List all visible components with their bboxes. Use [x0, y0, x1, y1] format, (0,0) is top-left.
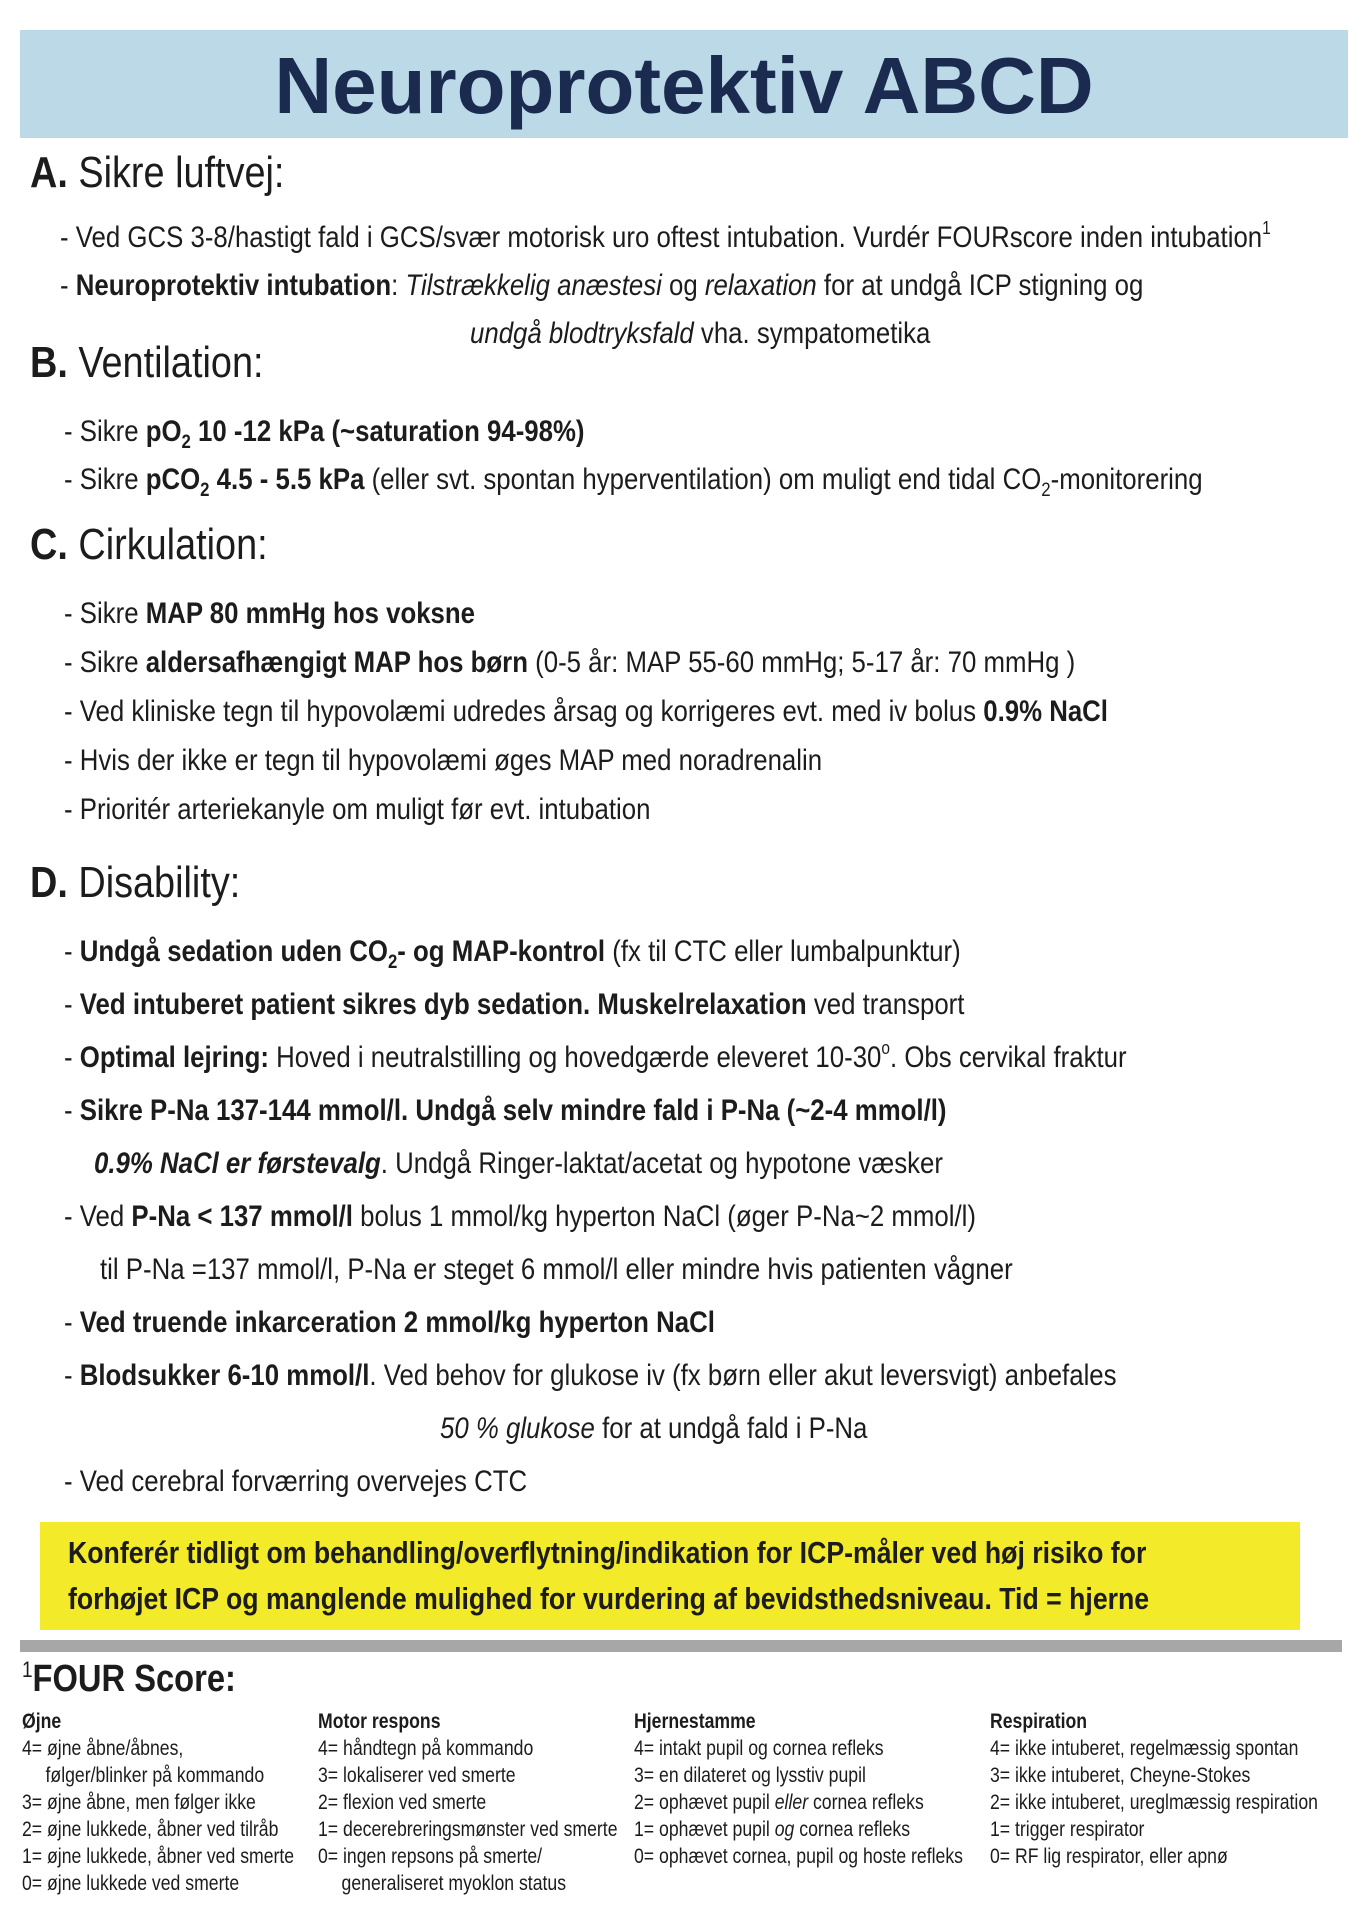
section-d-letter: D.: [30, 858, 68, 907]
title-banner: [20, 30, 1348, 138]
section-d-line-3: - Optimal lejring: Hoved i neutralstilling og hovedgærde eleveret 10-30$^o$. Obs cervikal fraktur: [64, 1038, 1127, 1074]
section-d-line-11: - Ved cerebral forværring overvejes CTC: [64, 1465, 528, 1498]
page-title: Neuroprotektiv ABCD: [274, 41, 1094, 130]
section-c-line-1: - Sikre MAP 80 mmHg hos voksne: [64, 597, 476, 630]
section-d-line-2: - Ved intuberet patient sikres dyb sedation. Muskelrelaxation ved transport: [64, 988, 965, 1021]
section-a-line-2: - Neuroprotektiv intubation: Tilstrækkelig anæstesi og relaxation for at undgå ICP stigning og: [60, 269, 1144, 302]
section-d-line-1: - Undgå sedation uden $CO_2-$ og MAP-kontrol (fx til CTC eller lumbalpunktur): [64, 935, 961, 973]
section-d-title: Disability:: [78, 858, 241, 907]
section-b-title: Ventilation:: [78, 338, 264, 387]
section-d-heading: [30, 858, 275, 908]
section-c-line-4: - Hvis der ikke er tegn til hypovolæmi øges MAP med noradrenalin: [64, 744, 823, 777]
four-col-motor: Motor respons 4= håndtegn på kommando 3= lokaliserer ved smerte 2= flexion ved smerte 1= decerebreringsmønster ved smerte 0= ingen repsons på smerte/ generaliseret myoklon status: [318, 1710, 618, 1895]
callout-line-2: forhøjet ICP og manglende mulighed for vurdering af bevidsthedsniveau. Tid = hjerne: [68, 1581, 1150, 1616]
four-col-brainstem: Hjernestamme 4= intakt pupil og cornea refleks 3= en dilateret og lysstiv pupil 2= ophævet pupil eller cornea refleks 1= ophævet pupil og cornea refleks 0= ophævet cornea, pupil og hoste refleks: [634, 1710, 964, 1868]
section-a-line-1: - Ved GCS 3-8/hastigt fald i GCS/svær motorisk uro oftest intubation. Vurdér FOURscore inden intubation$^1$: [60, 218, 1271, 254]
four-score-heading: 1FOUR Score:: [22, 1657, 236, 1700]
four-col-respiration: Respiration 4= ikke intuberet, regelmæssig spontan 3= ikke intuberet, Cheyne-Stokes 2= ikke intuberet, ureglmæssig respiration 1= trigger respirator 0= RF lig respirator, eller apnø: [990, 1710, 1318, 1868]
footnote-ref: 1: [1262, 218, 1271, 239]
section-d-line-7: til P-Na =137 mmol/l, P-Na er steget 6 mmol/l eller mindre hvis patienten vågner: [100, 1253, 1013, 1286]
section-a-heading: [30, 148, 326, 198]
footnote-marker: 1: [22, 1657, 33, 1682]
divider: [20, 1640, 1342, 1652]
section-c-title: Cirkulation:: [78, 520, 268, 569]
section-d-line-4: - Sikre P-Na 137-144 mmol/l. Undgå selv mindre fald i P-Na (~2-4 mmol/l): [64, 1094, 947, 1127]
section-b-line-2: - Sikre pCO$_2$ 4.5 - 5.5 kPa (eller svt. spontan hyperventilation) om muligt end tidal $CO_2$-monitorering: [64, 463, 1203, 501]
section-c-line-2: - Sikre aldersafhængigt MAP hos børn (0-5 år: MAP 55-60 mmHg; 5-17 år: 70 mmHg ): [64, 646, 1076, 679]
section-b-line-1: - Sikre $pO_2$ 10 -12 kPa (~saturation 94-98%): [64, 415, 585, 453]
section-c-letter: C.: [30, 520, 68, 569]
section-a-title: Sikre luftvej:: [78, 148, 285, 197]
callout-box: [40, 1522, 1300, 1630]
section-a-letter: A.: [30, 148, 68, 197]
section-d-line-10: 50 % glukose for at undgå fald i P-Na: [440, 1412, 868, 1445]
section-c-line-3: - Ved kliniske tegn til hypovolæmi udredes årsag og korrigeres evt. med iv bolus 0.9% NaCl: [64, 695, 1108, 728]
section-a-line-3: undgå blodtryksfald vha. sympatometika: [470, 317, 931, 350]
section-c-line-5: - Prioritér arteriekanyle om muligt før evt. intubation: [64, 793, 651, 826]
callout-line-1: Konferér tidligt om behandling/overflytning/indikation for ICP-måler ved høj risiko for: [68, 1535, 1147, 1570]
section-d-line-9: - Blodsukker 6-10 mmol/l. Ved behov for glukose iv (fx børn eller akut leversvigt) anbefales: [64, 1359, 1117, 1392]
section-d-line-6: - Ved P-Na < 137 mmol/l bolus 1 mmol/kg hyperton NaCl (øger P-Na~2 mmol/l): [64, 1200, 976, 1233]
section-d-line-5: 0.9% NaCl er førstevalg. Undgå Ringer-laktat/acetat og hypotone væsker: [94, 1147, 943, 1180]
section-c-heading: [30, 520, 306, 570]
section-b-letter: B.: [30, 338, 68, 387]
section-b-heading: [30, 338, 302, 388]
four-col-eyes: Øjne 4= øjne åbne/åbnes, følger/blinker på kommando 3= øjne åbne, men følger ikke 2= øjne lukkede, åbner ved tilråb 1= øjne lukkede, åbner ved smerte 0= øjne lukkede ved smerte: [22, 1710, 295, 1895]
section-d-line-8: - Ved truende inkarceration 2 mmol/kg hyperton NaCl: [64, 1306, 715, 1339]
